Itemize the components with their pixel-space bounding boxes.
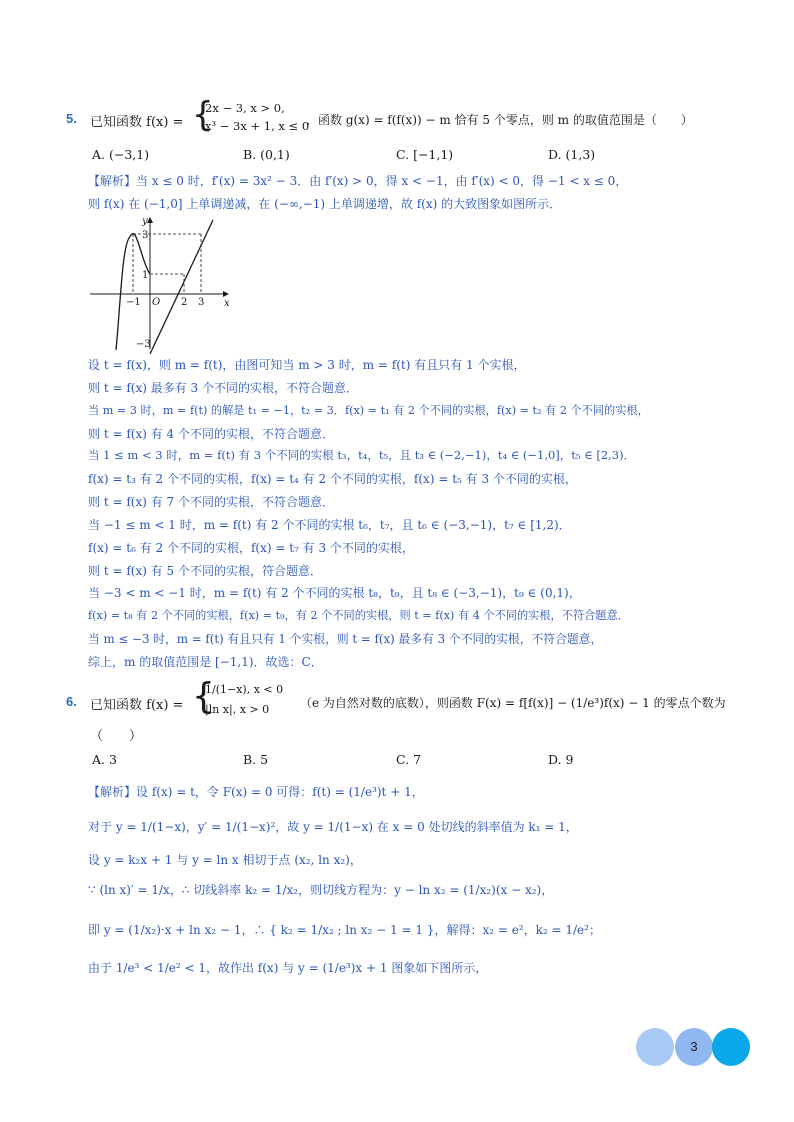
question-stem-suffix: （e 为自然对数的底数），则函数 F(x) = f[f(x)] − (1/e³)f(x) − 1 的零点个数为: [300, 696, 726, 710]
y-tick-3: 3: [142, 230, 149, 241]
option-d: D. 9: [548, 752, 574, 767]
x-axis-label: x: [224, 298, 230, 309]
solution-line: 当 1 ≤ m < 3 时，m = f(t) 有 3 个不同的实根 t₃，t₄，t₅，且 t₃ ∈ (−2,−1)，t₄ ∈ (−1,0]，t₅ ∈ [2,3)．: [88, 448, 636, 462]
solution-line: ∵ (ln x)′ = 1/x，∴ 切线斜率 k₂ = 1/x₂，则切线方程为：y − ln x₂ = (1/x₂)(x − x₂)，: [88, 883, 554, 897]
function-graph: [88, 214, 238, 354]
solution-line: 【解析】当 x ≤ 0 时，f′(x) = 3x² − 3．由 f′(x) > 0，得 x < −1，由 f′(x) < 0，得 −1 < x ≤ 0，: [88, 174, 628, 188]
option-d: D. (1,3): [548, 147, 596, 162]
piece-1: 1/(1−x), x < 0: [205, 683, 284, 696]
solution-line: 则 t = f(x) 有 7 个不同的实根，不符合题意．: [88, 495, 334, 509]
solution-line: 由于 1/e³ < 1/e² < 1，故作出 f(x) 与 y = (1/e³)x + 1 图象如下图所示，: [88, 961, 488, 975]
solution-line: 设 t = f(x)，则 m = f(t)，由图可知当 m > 3 时，m = f(t) 有且只有 1 个实根，: [88, 358, 526, 372]
option-c: C. 7: [396, 752, 422, 767]
solution-line: 综上，m 的取值范围是 [−1,1)．故选：C．: [88, 655, 323, 669]
option-c: C. [−1,1): [396, 147, 454, 162]
linear-line: [150, 220, 213, 354]
brace: {: [192, 676, 215, 717]
solution-line: 对于 y = 1/(1−x)，y′ = 1/(1−x)²，故 y = 1/(1−x) 在 x = 0 处切线的斜率值为 k₁ = 1，: [88, 820, 578, 834]
solution-line: f(x) = t₈ 有 2 个不同的实根，f(x) = t₉，有 2 个不同的实根，则 t = f(x) 有 4 个不同的实根，不符合题意．: [88, 609, 629, 622]
guide-lines: [133, 234, 201, 294]
option-b: B. (0,1): [243, 147, 290, 162]
page-number-badge: [636, 1028, 752, 1066]
solution-line: 当 m ≤ −3 时，m = f(t) 有且只有 1 个实根，则 t = f(x) 最多有 3 个不同的实根，不符合题意，: [88, 632, 603, 646]
x-tick-2: 2: [181, 297, 188, 308]
solution-line: 【解析】设 f(x) = t，令 F(x) = 0 可得：f(t) = (1/e³)t + 1，: [88, 785, 424, 799]
solution-line: f(x) = t₃ 有 2 个不同的实根，f(x) = t₄ 有 2 个不同的实根，f(x) = t₅ 有 3 个不同的实根，: [88, 472, 577, 486]
solution-line: 即 y = (1/x₂)·x + ln x₂ − 1，∴ { k₂ = 1/x₂ ; ln x₂ − 1 = 1 }，解得：x₂ = e²，k₂ = 1/e²；: [88, 923, 601, 937]
question-stem-prefix: 已知函数 f(x) =: [90, 115, 184, 130]
solution-line: 当 m = 3 时，m = f(t) 的解是 t₁ = −1，t₂ = 3．f(x) = t₁ 有 2 个不同的实根，f(x) = t₂ 有 2 个不同的实根，: [88, 404, 649, 417]
y-tick-1: 1: [142, 270, 149, 281]
page-number: 3: [690, 1039, 698, 1054]
badge-circle-right: [712, 1028, 750, 1066]
question-number: 5.: [66, 111, 77, 126]
solution-line: 则 t = f(x) 有 5 个不同的实根，符合题意．: [88, 564, 322, 578]
brace: {: [192, 95, 214, 135]
solution-line: 则 t = f(x) 最多有 3 个不同的实根，不符合题意．: [88, 381, 358, 395]
x-tick-3: 3: [198, 297, 205, 308]
x-tick-neg1: −1: [126, 297, 141, 308]
option-a: A. (−3,1): [92, 147, 150, 162]
answer-blank: （ ）: [90, 729, 143, 744]
solution-line: 当 −1 ≤ m < 1 时，m = f(t) 有 2 个不同的实根 t₆，t₇，且 t₆ ∈ (−3,−1)，t₇ ∈ [1,2)．: [88, 518, 571, 532]
option-b: B. 5: [243, 752, 269, 767]
badge-circle-left: [636, 1028, 674, 1066]
solution-line: 当 −3 < m < −1 时，m = f(t) 有 2 个不同的实根 t₈，t₉，且 t₈ ∈ (−3,−1)，t₉ ∈ (0,1)，: [88, 586, 581, 600]
solution-line: 设 y = k₂x + 1 与 y = ln x 相切于点 (x₂, ln x₂)，: [88, 853, 362, 867]
question-stem-suffix: ，函数 g(x) = f(f(x)) − m 恰有 5 个零点，则 m 的取值范围是（ ）: [306, 113, 693, 127]
y-axis-label: y: [142, 216, 148, 227]
piece-1: 2x − 3, x > 0,: [205, 101, 285, 115]
piece-2: x³ − 3x + 1, x ≤ 0: [205, 119, 310, 133]
origin-label: O: [152, 297, 161, 308]
question-stem-prefix: 已知函数 f(x) =: [90, 698, 184, 713]
solution-line: 则 f(x) 在 (−1,0] 上单调递减，在 (−∞,−1) 上单调递增，故 f(x) 的大致图象如图所示．: [88, 197, 562, 211]
y-tick-neg3: −3: [136, 339, 151, 350]
solution-line: 则 t = f(x) 有 4 个不同的实根，不符合题意．: [88, 427, 334, 441]
option-a: A. 3: [92, 752, 117, 767]
piece-2: |ln x|, x > 0: [205, 703, 270, 716]
solution-line: f(x) = t₆ 有 2 个不同的实根，f(x) = t₇ 有 3 个不同的实根，: [88, 541, 414, 555]
question-number: 6.: [66, 694, 77, 709]
